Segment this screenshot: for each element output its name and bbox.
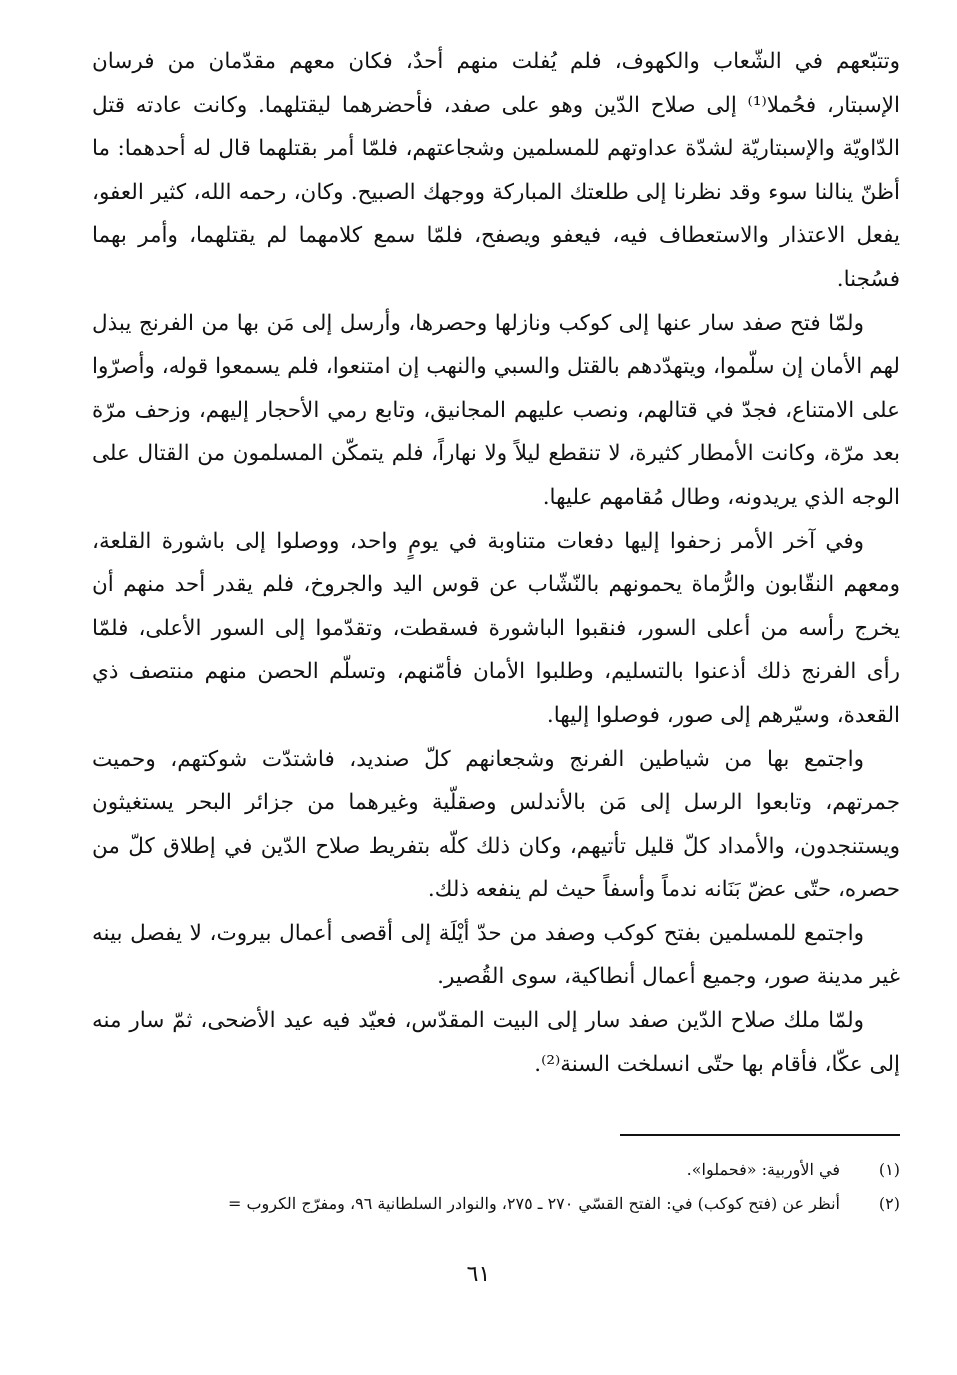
- footnote-1-text: في الأوربية: «فحملوا».: [686, 1160, 840, 1179]
- footnote-2-text: أنظر عن (فتح كوكب) في: الفتح القسّي ٢٧٠ ـ ٢٧٥، والنوادر السلطانية ٩٦، ومفرّج الكروب =: [227, 1194, 840, 1213]
- paragraph-6: ولمّا ملك صلاح الدّين صفد سار إلى البيت المقدّس، فعيّد فيه عيد الأضحى، ثمّ سار منه إلى عكّا، فأقام بها حتّى انسلخت السنة⁽²⁾.: [92, 1008, 900, 1077]
- footnote-1: [70, 1153, 900, 1187]
- page-number: ٦١: [466, 1262, 491, 1287]
- footnote-2-number: (٢): [878, 1194, 900, 1213]
- paragraph-4: واجتمع بها من شياطين الفرنج وشجعانهم كلّ صنديد، فاشتدّت شوكتهم، وحميت جمرتهم، وتابعوا الرسل إلى مَن بالأندلس وصقلّية وغيرهما من جزائر البحر يستغيثون ويستنجدون، والأمداد كلّ قليل تأتيهم، وكان ذلك كلّه بتفريط صلاح الدّين في إطلاق كلّ من حصره، حتّى عضّ بَنَانه ندماً وأسفاً حيث لم ينفعه ذلك.: [92, 746, 900, 903]
- paragraph-2: ولمّا فتح صفد سار عنها إلى كوكب ونازلها وحصرها، وأرسل إلى مَن بها من الفرنج يبذل لهم الأمان إن سلّموا، ويتهدّدهم بالقتل والسبي والنهب إن امتنعوا، فلم يسمعوا قوله، وأصرّوا على الامتناع، فجدّ في قتالهم، ونصب عليهم المجانيق، وتابع رمي الأحجار إليهم، وزحف مرّة بعد مرّة، وكانت الأمطار كثيرة، لا تنقطع ليلاً ولا نهاراً، فلم يتمكّن المسلمون من القتال على الوجه الذي يريدونه، وطال مُقامهم عليها.: [92, 310, 900, 510]
- paragraph-3: وفي آخر الأمر زحفوا إليها دفعات متناوبة في يومٍ واحد، ووصلوا إلى باشورة القلعة، ومعهم النقّابون والرُّماة يحمونهم بالنّشّاب عن قوس اليد والجروخ، فلم يقدر أحد منهم أن يخرج رأسه من أعلى السور، فنقبوا الباشورة فسقطت، وتقدّموا إلى السور الأعلى، فلمّا رأى الفرنج ذلك أذعنوا بالتسليم، وطلبوا الأمان فأمّنهم، وتسلّم الحصن منهم منتصف ذي القعدة، وسيّرهم إلى صور، فوصلوا إليها.: [92, 528, 900, 728]
- body-text: [92, 40, 900, 1086]
- footnote-2: [70, 1187, 900, 1221]
- footnote-divider: [620, 1134, 900, 1136]
- paragraph-1: وتتبّعهم في الشّعاب والكهوف، فلم يُفلت منهم أحدٌ، فكان معهم مقدّمان من فرسان الإسبتار، فحُملا⁽¹⁾ إلى صلاح الدّين وهو على صفد، فأحضرهما ليقتلهما. وكانت عادته قتل الدّاويّة والإسبتاريّة لشدّة عداوتهم للمسلمين وشجاعتهم، فلمّا أمر بقتلهما قال له أحدهما: ما أظنّ ينالنا سوء وقد نظرنا إلى طلعتك المباركة ووجهك الصبيح. وكان، رحمه الله، كثير العفو، يفعل الاعتذار والاستعطاف فيه، فيعفو ويصفح، فلمّا سمع كلامهما لم يقتلهما، وأمر بهما فسُجنا.: [92, 49, 900, 292]
- paragraph-5: واجتمع للمسلمين بفتح كوكب وصفد من حدّ أيْلَة إلى أقصى أعمال بيروت، لا يفصل بينه غير مدينة صور، وجميع أعمال أنطاكية، سوى القُصير.: [92, 920, 900, 990]
- footnote-1-number: (١): [878, 1160, 900, 1179]
- footnotes: [70, 1153, 900, 1221]
